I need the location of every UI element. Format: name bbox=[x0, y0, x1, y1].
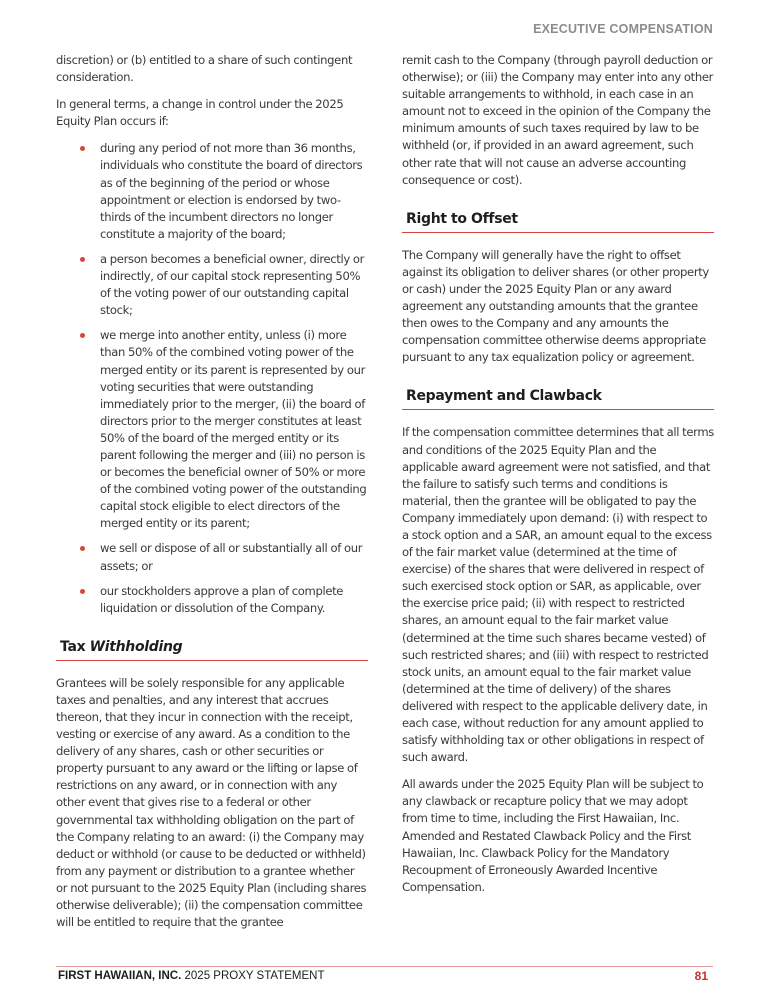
paragraph-tax-withholding: Grantees will be solely responsible for any applicable taxes and penalties, and any interest that accrues thereon, that they incur in connection with the receipt, vesting or exercise of any award. As a condition to the delivery of any shares, cash or other securities or property pursuant to any award or the lifting or lapse of restrictions on any award, or in connection with any other event that gives rise to a federal or other governmental tax withholding obligation on the part of the Company relating to an award: (i) the Company may deduct or withhold (or cause to be deducted or withheld) from any payment or distribution to a grantee whether or not pursuant to the 2025 Equity Plan (including shares otherwise deliverable); (ii) the compensation committee will be entitled to require that the grantee bbox=[56, 675, 367, 930]
bullet-icon bbox=[80, 589, 85, 594]
list-item bbox=[100, 540, 368, 574]
list-item-text: a person becomes a beneficial owner, directly or indirectly, of our capital stock representing 50% of the voting power of our outstanding capital stock; bbox=[100, 251, 365, 318]
footer-document: 2025 PROXY STATEMENT bbox=[181, 970, 325, 982]
paragraph-tax-withholding-continuation: remit cash to the Company (through payroll deduction or otherwise); or (iii) the Company may enter into any other suitable arrangements to withhold, in each case in an amount not to exceed in the opinion of the Company the minimum amounts of such taxes required by law to be withheld (or, if provided in an award agreement, such other rate that will not cause an adverse accounting consequence or cost). bbox=[402, 53, 714, 187]
list-item bbox=[100, 327, 368, 532]
bullet-icon bbox=[80, 146, 85, 151]
left-column bbox=[56, 52, 368, 941]
page-number: 81 bbox=[694, 969, 708, 983]
list-item-text: we merge into another entity, unless (i) more than 50% of the combined voting power of the merged entity or its parent is represented by our voting securities that were outstanding immediately prior to the merger, (ii) the board of directors prior to the merger constitutes at least 50% of the board of the merged entity or its parent following the merger and (iii) no person is or becomes the beneficial owner of 50% or more of the combined voting power of the outstanding capital stock eligible to elect directors of the merged entity or its parent; bbox=[100, 328, 367, 531]
bullet-icon bbox=[80, 257, 85, 262]
list-item bbox=[100, 140, 368, 243]
paragraph-change-in-control-intro: In general terms, a change in control under the 2025 Equity Plan occurs if: bbox=[56, 97, 344, 129]
running-header: EXECUTIVE COMPENSATION bbox=[533, 22, 713, 36]
paragraph-consideration-continuation: discretion) or (b) entitled to a share of such contingent consideration. bbox=[56, 53, 353, 85]
change-in-control-list bbox=[56, 140, 368, 616]
bullet-icon bbox=[80, 546, 85, 551]
paragraph-clawback-1: If the compensation committee determines that all terms and conditions of the 2025 Equity Plan and the applicable award agreement were not satisfied, and that the failure to satisfy such terms and conditions is material, then the grantee will be obligated to pay the Company immediately upon demand: (i) with respect to a stock option and a SAR, an amount equal to the excess of the fair market value (determined at the time of exercise) of the shares that were delivered in respect of such exercised stock option or SAR, as applicable, over the exercise price paid; (ii) with respect to restricted shares, an amount equal to the fair market value (determined at the time such shares became vested) of such restricted shares; and (iii) with respect to restricted stock units, an amount equal to the fair market value (determined at the time of delivery) of the shares delivered with respect to the applicable delivery date, in each case, without reduction for any amount applied to satisfy withholding tax or other obligations in respect of such award. bbox=[402, 425, 714, 765]
section-heading-repayment-clawback: Repayment and Clawback bbox=[402, 386, 714, 410]
list-item bbox=[100, 251, 368, 319]
list-item-text: we sell or dispose of all or substantially all of our assets; or bbox=[100, 541, 363, 573]
footer-company: FIRST HAWAIIAN, INC. bbox=[58, 970, 182, 982]
list-item-text: our stockholders approve a plan of complete liquidation or dissolution of the Company. bbox=[100, 583, 344, 615]
paragraph-right-to-offset: The Company will generally have the right to offset against its obligation to deliver shares (or other property or cash) under the 2025 Equity Plan or any award agreement any outstanding amounts that the grantee then owes to the Company and any amounts the compensation committee otherwise deems appropriate pursuant to any tax equalization policy or agreement. bbox=[402, 247, 709, 365]
bullet-icon bbox=[80, 333, 85, 338]
list-item bbox=[100, 583, 368, 617]
right-column bbox=[402, 52, 714, 906]
paragraph-clawback-2: All awards under the 2025 Equity Plan will be subject to any clawback or recapture policy that we may adopt from time to time, including the First Hawaiian, Inc. Amended and Restated Clawback Policy and the First Hawaiian, Inc. Clawback Policy for the Mandatory Recoupment of Erroneously Awarded Incentive Compensation. bbox=[402, 777, 704, 894]
footer-document-title bbox=[58, 970, 324, 982]
heading-italic-part: Withholding bbox=[89, 638, 183, 655]
section-heading-tax-withholding bbox=[56, 637, 368, 661]
list-item-text: during any period of not more than 36 months, individuals who constitute the board of directors as of the beginning of the period or whose appointment or election is endorsed by two-thirds of the incumbent directors no longer constitute a majority of the board; bbox=[100, 141, 363, 241]
section-heading-right-to-offset: Right to Offset bbox=[402, 209, 714, 233]
footer-divider bbox=[56, 966, 713, 967]
heading-regular-part: Tax bbox=[60, 638, 90, 655]
